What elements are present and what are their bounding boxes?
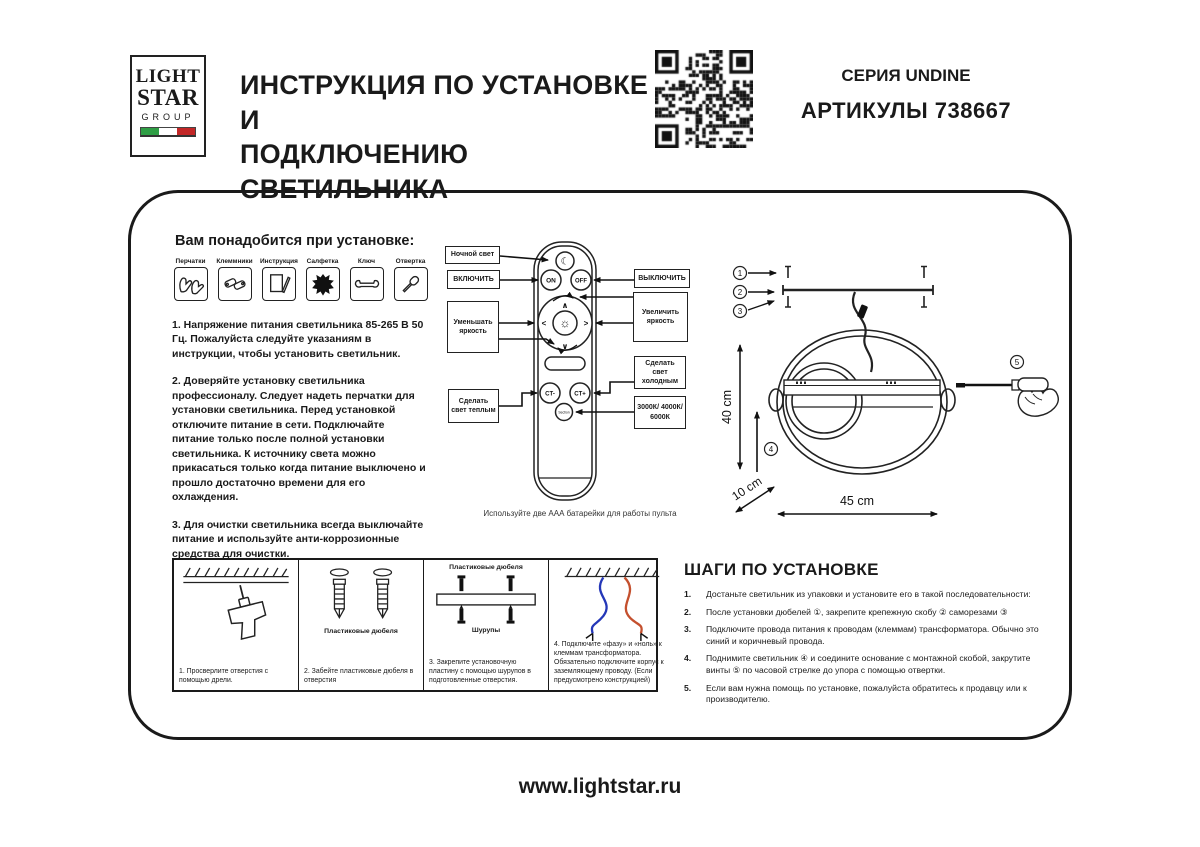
dim-width-label: 45 cm xyxy=(839,494,875,508)
panel-drill xyxy=(174,560,299,690)
step-item: 2. После установки дюбелей ①, закрепите крепежную скобу ② саморезами ③ xyxy=(684,606,1008,617)
cable-connector xyxy=(857,304,868,319)
battery-note: Используйте две ААА батарейки для работы пульта xyxy=(483,509,677,518)
panel-label-top: Пластиковые дюбеля xyxy=(449,564,523,571)
lift-arrow xyxy=(757,412,778,472)
panel-caption: 3. Закрепите установочную пластину с помощью шурупов в подготовленные отверстия. xyxy=(429,659,531,685)
panel-dowels xyxy=(299,560,424,690)
install-panels xyxy=(172,558,664,692)
tool-manual: Инструкция xyxy=(260,258,297,301)
section-button-label: Section xyxy=(558,410,570,415)
step-item: 1. Достаньте светильник из упаковки и установите его в такой последовательности: xyxy=(684,589,1031,599)
callout-turn-off: ВЫКЛЮЧИТЬ xyxy=(634,269,690,288)
step-item: 5. Если вам нужна помощь по установке, пожалуйста обратитесь к продавцу или к производителю. xyxy=(684,682,1027,705)
tool-screwdriver: Отвертка xyxy=(392,258,429,301)
callout-increase-brightness: Увеличить яркость xyxy=(633,292,688,342)
panel-caption: 4. Подключите «фазу» и «ноль» к клеммам трансформатора. Обязательно подключите корпус к заземляющему проводу. (Если предусмотрено конструкцией) xyxy=(554,641,664,685)
steps-heading: ШАГИ ПО УСТАНОВКЕ xyxy=(684,560,879,579)
panel-label-bottom: Шурупы xyxy=(471,627,501,634)
tool-wrench: Ключ xyxy=(348,258,385,301)
italian-flag-stripe xyxy=(140,127,196,137)
callout-5: 5 xyxy=(1014,358,1020,367)
manual-icon xyxy=(264,269,294,299)
tool-napkin: Салфетка xyxy=(304,258,341,301)
logo-text: LIGHT xyxy=(135,66,201,87)
callout-1: 1 xyxy=(737,269,743,278)
neutral-wire xyxy=(592,578,607,634)
panel-plate xyxy=(424,560,549,690)
callout-turn-on: ВКЛЮЧИТЬ xyxy=(447,270,500,289)
page-title: ИНСТРУКЦИЯ ПО УСТАНОВКЕ И ПОДКЛЮЧЕНИЮ СВЕТИЛЬНИКА xyxy=(240,70,649,204)
callout-4: 4 xyxy=(768,445,774,454)
series-name: СЕРИЯ UNDINE xyxy=(841,66,971,85)
lightstar-logo xyxy=(130,55,206,157)
tools-heading: Вам понадобится при установке: xyxy=(175,233,415,249)
step-item: 3. Подключите провода питания к проводам (клеммам) трансформатора. Обычно это синий и коричневый провода. xyxy=(684,624,1039,646)
warning-2: 2. Доверяйте установку светильника профессионалу. Следует надеть перчатки для установки светильника. Перед установкой отключите питание в сети. Подключайте питание только после полной установки светильника. К источнику света можно прикасаться только когда питание выключено и прошло достаточно времени для его охлаждения. xyxy=(172,375,426,504)
dim-height-label: 40 cm xyxy=(720,389,734,425)
gloves-icon xyxy=(176,269,206,299)
tool-gloves: Перчатки xyxy=(172,258,209,301)
step-item: 4. Поднимите светильник ④ и соедините основание с монтажной скобой, закрутите винты ⑤ по часовой стрелке до упора с помощью отвертки. xyxy=(684,653,1031,675)
qr-code xyxy=(655,50,753,148)
wrench-icon xyxy=(352,269,382,299)
mounting-bracket xyxy=(783,267,933,308)
arrow-up-icon: ∧ xyxy=(561,301,569,310)
panel-caption: 2. Забейте пластиковые дюбеля в отверстия xyxy=(304,668,414,685)
terminal-blocks-icon xyxy=(220,269,250,299)
dim-depth-label: 10 cm xyxy=(729,473,765,504)
safety-warnings xyxy=(172,318,426,574)
arrow-right-icon: > xyxy=(583,319,589,328)
on-button-label: ON xyxy=(546,277,556,285)
arrow-down-icon: ∨ xyxy=(561,342,569,351)
arrow-left-icon: < xyxy=(541,319,547,328)
phase-wire xyxy=(625,578,642,634)
power-cable xyxy=(853,292,872,372)
mounting-plate-illustration xyxy=(427,571,545,627)
light-fixture-rings xyxy=(769,330,955,474)
ct-plus-label: CT+ xyxy=(574,391,586,398)
tool-terminals: Клеммники xyxy=(216,258,253,301)
panel-wiring xyxy=(549,560,673,690)
installation-steps xyxy=(684,560,1050,712)
fixture-callouts xyxy=(734,267,777,318)
logo-text: GROUP xyxy=(141,112,195,123)
hand-with-screwdriver xyxy=(956,356,1058,417)
callout-3: 3 xyxy=(737,307,743,316)
callout-decrease-brightness: Уменьшать яркость xyxy=(447,301,499,353)
bulb-icon: ☼ xyxy=(559,316,571,330)
panel-caption: 1. Просверлите отверстия с помощью дрели. xyxy=(179,668,269,685)
website-url: www.lightstar.ru xyxy=(518,775,682,798)
dowels-illustration xyxy=(302,564,420,628)
warning-3: 3. Для очистки светильника всегда выключайте питание и используйте анти-коррозионные средства для очистки. xyxy=(172,518,424,560)
dimension-lines xyxy=(736,345,937,514)
callout-warm-light: Сделать свет теплым xyxy=(448,389,499,423)
ct-minus-label: CT- xyxy=(545,391,555,398)
callout-cold-light: Сделать свет холодным xyxy=(634,356,686,389)
off-button-label: OFF xyxy=(575,278,587,285)
tools-row xyxy=(172,258,429,301)
screwdriver-icon xyxy=(396,269,426,299)
drill-illustration xyxy=(177,564,295,642)
logo-text: STAR xyxy=(137,85,199,110)
panel-label: Пластиковые дюбеля xyxy=(324,628,398,635)
moon-icon: ☾ xyxy=(560,256,570,268)
warning-1: 1. Напряжение питания светильника 85-265 В 50 Гц. Пожалуйста следуйте указаниям в инструкции, чтобы установить светильник. xyxy=(172,319,424,360)
napkin-icon xyxy=(308,269,338,299)
fixture-diagram xyxy=(720,250,1065,545)
callout-night-light: Ночной свет xyxy=(445,246,500,264)
product-info xyxy=(790,66,1022,124)
article-number: АРТИКУЛЫ 738667 xyxy=(800,98,1012,123)
wiring-illustration xyxy=(552,564,670,641)
callout-color-temperatures: 3000К/ 4000К/ 6000К xyxy=(634,396,686,429)
pill-button xyxy=(545,357,585,370)
callout-2: 2 xyxy=(737,288,743,297)
